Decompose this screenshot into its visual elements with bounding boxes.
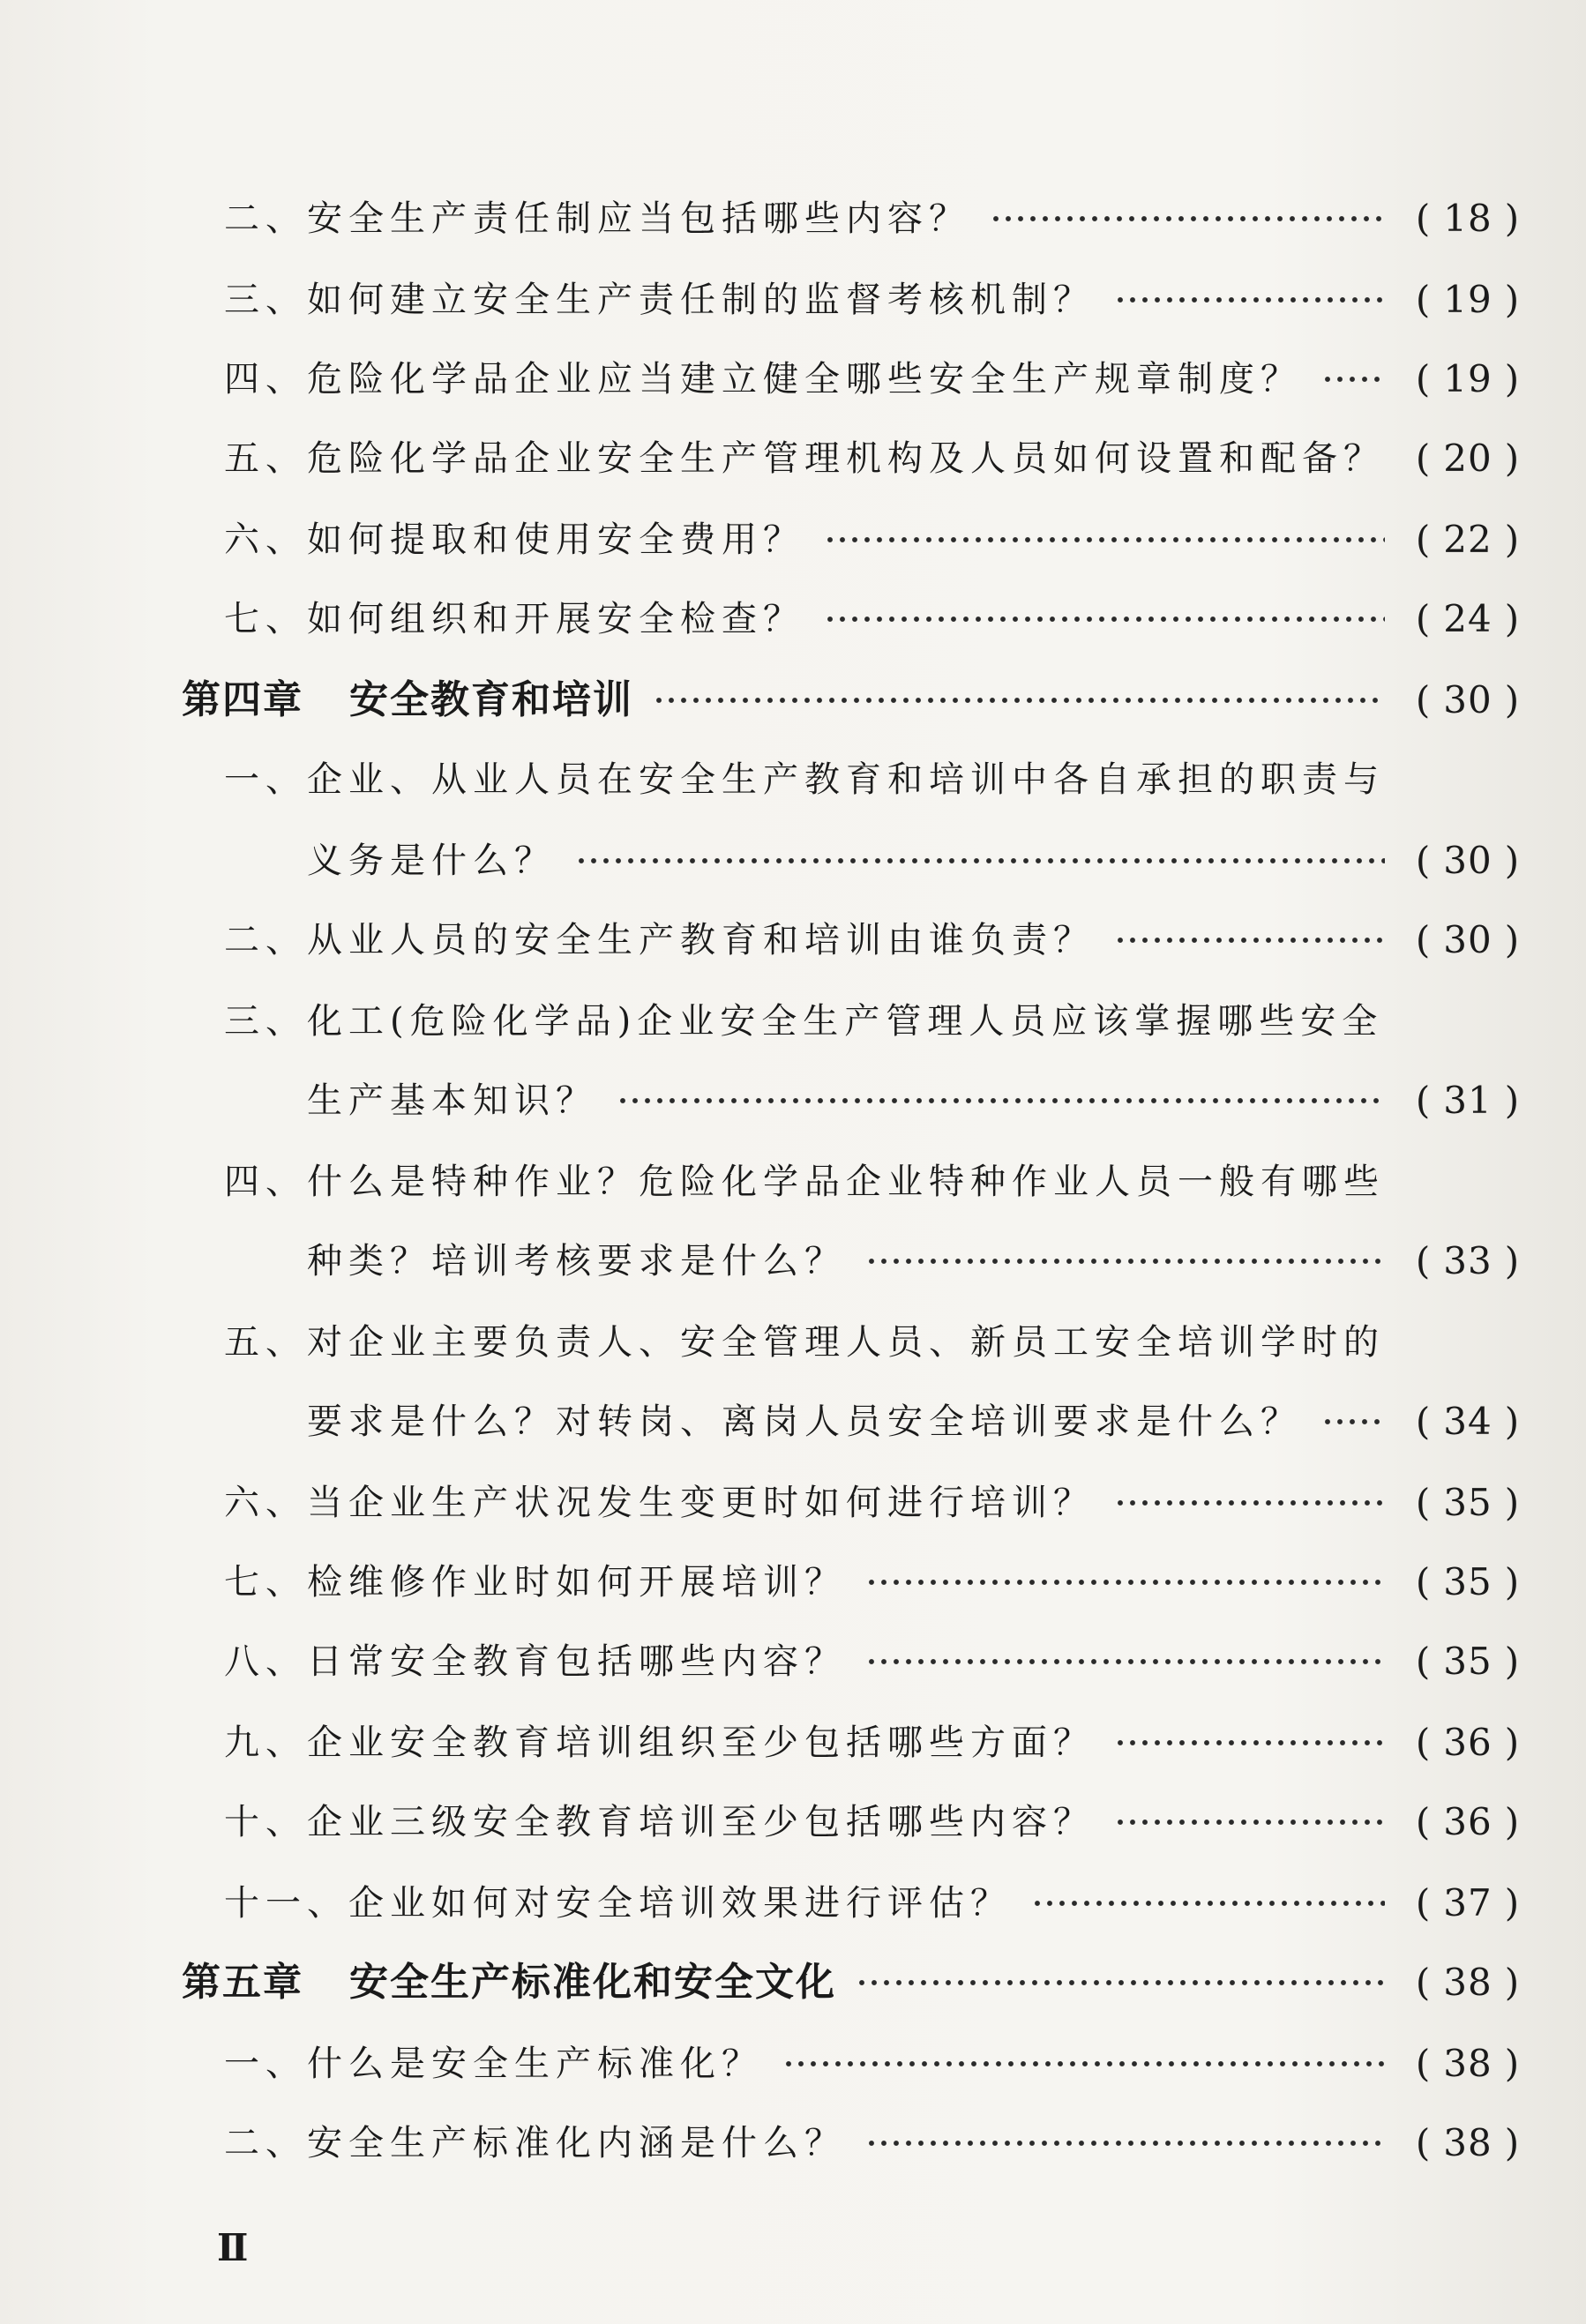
close-paren: )	[1504, 1640, 1521, 1683]
chapter-label: 第五章	[182, 1960, 303, 2005]
entry-title: 九、企业安全教育培训组织至少包括哪些方面？	[224, 1722, 1095, 1763]
dot-leader	[1114, 1476, 1385, 1529]
page-ref-number: 36	[1443, 1721, 1492, 1764]
page-ref	[1406, 353, 1530, 406]
close-paren: )	[1504, 597, 1521, 640]
toc-entry[interactable]	[0, 1395, 1586, 1448]
open-paren: (	[1415, 357, 1432, 400]
toc-entry[interactable]	[0, 432, 1586, 485]
chapter-name: 安全生产标准化和安全文化	[349, 1960, 836, 2005]
page-ref	[1406, 2037, 1530, 2090]
toc-entry[interactable]	[0, 834, 1586, 887]
entry-title: 要求是什么？对转岗、离岗人员安全培训要求是什么？	[307, 1401, 1302, 1442]
entry-title: 四、什么是特种作业？危险化学品企业特种作业人员一般有哪些	[224, 1162, 1385, 1202]
page-ref	[1406, 1556, 1530, 1609]
open-paren: (	[1415, 1961, 1432, 2004]
open-paren: (	[1415, 518, 1432, 561]
dot-leader	[1114, 1716, 1385, 1769]
page-ref	[1406, 914, 1530, 967]
toc-entry[interactable]	[0, 1476, 1586, 1529]
page-ref	[1406, 432, 1530, 485]
close-paren: )	[1504, 1400, 1521, 1443]
entry-title: 种类？培训考核要求是什么？	[307, 1241, 846, 1282]
page-ref	[1406, 2117, 1530, 2170]
page-ref	[1406, 1395, 1530, 1448]
chapter-title	[182, 674, 633, 727]
page-ref-number: 30	[1443, 678, 1492, 721]
close-paren: )	[1504, 678, 1521, 721]
toc-entry[interactable]	[0, 1316, 1586, 1369]
entry-title: 八、日常安全教育包括哪些内容？	[224, 1641, 846, 1682]
page-ref-number: 34	[1443, 1400, 1492, 1443]
close-paren: )	[1504, 2042, 1521, 2085]
close-paren: )	[1504, 357, 1521, 400]
page-number: Ⅱ	[217, 2226, 249, 2269]
dot-leader	[990, 192, 1385, 245]
page-ref	[1406, 1716, 1530, 1769]
close-paren: )	[1504, 2121, 1521, 2164]
dot-leader	[1114, 914, 1385, 967]
entry-title: 五、危险化学品企业安全生产管理机构及人员如何设置和配备？	[224, 438, 1385, 479]
entry-title: 一、什么是安全生产标准化？	[224, 2044, 763, 2084]
toc-entry[interactable]	[0, 192, 1586, 245]
entry-title: 十一、企业如何对安全培训效果进行评估？	[224, 1883, 1012, 1924]
toc-entry[interactable]	[0, 513, 1586, 566]
page-ref-number: 38	[1443, 2042, 1492, 2085]
close-paren: )	[1504, 1560, 1521, 1603]
dot-leader	[856, 1956, 1385, 2009]
page-ref-number: 30	[1443, 918, 1492, 961]
entry-title: 二、从业人员的安全生产教育和培训由谁负责？	[224, 920, 1095, 960]
open-paren: (	[1415, 437, 1432, 480]
open-paren: (	[1415, 1400, 1432, 1443]
toc-entry[interactable]	[0, 914, 1586, 967]
open-paren: (	[1415, 197, 1432, 240]
close-paren: )	[1504, 518, 1521, 561]
open-paren: (	[1415, 1881, 1432, 1924]
page-ref-number: 37	[1443, 1881, 1492, 1924]
page-ref	[1406, 674, 1530, 727]
open-paren: (	[1415, 1079, 1432, 1122]
toc-entry[interactable]	[0, 1635, 1586, 1688]
close-paren: )	[1504, 1800, 1521, 1843]
toc-entry[interactable]	[0, 1716, 1586, 1769]
open-paren: (	[1415, 1481, 1432, 1524]
toc-entry[interactable]	[0, 995, 1586, 1048]
entry-title: 四、危险化学品企业应当建立健全哪些安全生产规章制度？	[224, 359, 1302, 400]
chapter-name: 安全教育和培训	[349, 677, 633, 722]
dot-leader	[782, 2037, 1385, 2090]
entry-title: 二、安全生产标准化内涵是什么？	[224, 2123, 846, 2163]
dot-leader	[1321, 353, 1385, 406]
toc-entry[interactable]	[0, 353, 1586, 406]
close-paren: )	[1504, 839, 1521, 882]
close-paren: )	[1504, 1481, 1521, 1524]
close-paren: )	[1504, 918, 1521, 961]
dot-leader	[865, 1556, 1385, 1609]
dot-leader	[1114, 273, 1385, 326]
close-paren: )	[1504, 1961, 1521, 2004]
page-ref	[1406, 1956, 1530, 2009]
close-paren: )	[1504, 1881, 1521, 1924]
page-ref	[1406, 1877, 1530, 1930]
page-ref-number: 36	[1443, 1800, 1492, 1843]
close-paren: )	[1504, 1079, 1521, 1122]
dot-leader	[1114, 1796, 1385, 1849]
entry-title: 一、企业、从业人员在安全生产教育和培训中各自承担的职责与	[224, 759, 1385, 800]
close-paren: )	[1504, 278, 1521, 321]
open-paren: (	[1415, 1800, 1432, 1843]
toc-entry[interactable]	[0, 2117, 1586, 2170]
entry-title: 义务是什么？	[307, 841, 556, 881]
open-paren: (	[1415, 1721, 1432, 1764]
open-paren: (	[1415, 2042, 1432, 2085]
dot-leader	[653, 674, 1385, 727]
page-ref	[1406, 273, 1530, 326]
page-ref-number: 30	[1443, 839, 1492, 882]
page-ref-number: 24	[1443, 597, 1492, 640]
entry-title: 六、当企业生产状况发生变更时如何进行培训？	[224, 1483, 1095, 1523]
close-paren: )	[1504, 437, 1521, 480]
toc-entry[interactable]	[0, 1877, 1586, 1930]
toc-entry[interactable]	[0, 1074, 1586, 1127]
page-ref	[1406, 513, 1530, 566]
open-paren: (	[1415, 2121, 1432, 2164]
toc-entry[interactable]	[0, 2037, 1586, 2090]
page-ref-number: 33	[1443, 1239, 1492, 1282]
dot-leader	[575, 834, 1385, 887]
open-paren: (	[1415, 918, 1432, 961]
toc-entry[interactable]	[0, 753, 1586, 806]
dot-leader	[824, 593, 1385, 646]
toc-entry[interactable]	[0, 1796, 1586, 1849]
page-ref-number: 35	[1443, 1481, 1492, 1524]
page-ref	[1406, 593, 1530, 646]
dot-leader	[865, 1635, 1385, 1688]
open-paren: (	[1415, 1239, 1432, 1282]
dot-leader	[824, 513, 1385, 566]
entry-title: 五、对企业主要负责人、安全管理人员、新员工安全培训学时的	[224, 1322, 1385, 1363]
page-ref-number: 19	[1443, 278, 1492, 321]
dot-leader	[865, 1235, 1385, 1288]
page-ref	[1406, 1796, 1530, 1849]
page-ref-number: 35	[1443, 1640, 1492, 1683]
close-paren: )	[1504, 1239, 1521, 1282]
chapter-title	[182, 1956, 836, 2009]
open-paren: (	[1415, 597, 1432, 640]
toc-entry[interactable]	[0, 273, 1586, 326]
close-paren: )	[1504, 1721, 1521, 1764]
entry-title: 六、如何提取和使用安全费用？	[224, 519, 804, 560]
toc-entry[interactable]	[0, 1235, 1586, 1288]
page-ref-number: 18	[1443, 197, 1492, 240]
entry-title: 十、企业三级安全教育培训至少包括哪些内容？	[224, 1802, 1095, 1842]
page-ref-number: 19	[1443, 357, 1492, 400]
entry-title: 三、化工(危险化学品)企业安全生产管理人员应该掌握哪些安全	[224, 1001, 1384, 1042]
page-ref-number: 20	[1443, 437, 1492, 480]
page-ref	[1406, 1235, 1530, 1288]
page-ref	[1406, 1074, 1530, 1127]
toc-entry[interactable]	[0, 1155, 1586, 1208]
open-paren: (	[1415, 1560, 1432, 1603]
open-paren: (	[1415, 839, 1432, 882]
entry-title: 三、如何建立安全生产责任制的监督考核机制？	[224, 280, 1095, 320]
dot-leader	[1031, 1877, 1385, 1930]
entry-title: 二、安全生产责任制应当包括哪些内容？	[224, 198, 970, 239]
chapter-label: 第四章	[182, 677, 303, 722]
chapter-heading[interactable]	[0, 674, 1586, 727]
chapter-heading[interactable]	[0, 1956, 1586, 2009]
open-paren: (	[1415, 278, 1432, 321]
entry-title: 七、检维修作业时如何开展培训？	[224, 1562, 846, 1603]
page-ref	[1406, 192, 1530, 245]
page-ref	[1406, 1476, 1530, 1529]
entry-title: 七、如何组织和开展安全检查？	[224, 599, 804, 639]
page-ref-number: 38	[1443, 1961, 1492, 2004]
dot-leader	[1321, 1395, 1385, 1448]
dot-leader	[865, 2117, 1385, 2170]
toc-entry[interactable]	[0, 593, 1586, 646]
open-paren: (	[1415, 1640, 1432, 1683]
close-paren: )	[1504, 197, 1521, 240]
page-ref-number: 38	[1443, 2121, 1492, 2164]
toc-entry[interactable]	[0, 1556, 1586, 1609]
page-ref-number: 31	[1443, 1079, 1492, 1122]
dot-leader	[617, 1074, 1385, 1127]
page-ref-number: 22	[1443, 518, 1492, 561]
page-ref	[1406, 834, 1530, 887]
open-paren: (	[1415, 678, 1432, 721]
page-ref	[1406, 1635, 1530, 1688]
entry-title: 生产基本知识？	[307, 1080, 597, 1121]
page-ref-number: 35	[1443, 1560, 1492, 1603]
